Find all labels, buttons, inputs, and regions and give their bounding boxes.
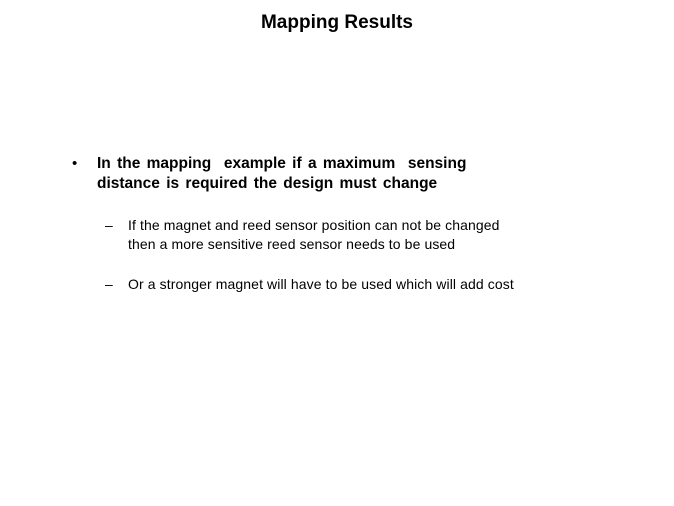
sub-bullet-1-line-1: If the magnet and reed sensor position can not be changed [128, 217, 500, 233]
sub-bullet-2-text [128, 275, 605, 294]
sub-bullet-1 [105, 216, 605, 254]
sub-bullet-marker: – [105, 217, 113, 233]
main-bullet-line-2: distance is required the design must change [97, 175, 438, 192]
sub-bullet-2 [105, 275, 605, 294]
sub-bullet-1-line-2: then a more sensitive reed sensor needs to be used [128, 236, 456, 252]
main-bullet [72, 154, 542, 194]
slide-title: Mapping Results [260, 12, 413, 33]
sub-bullet-2-line-1: Or a stronger magnet will have to be used which will add cost [128, 276, 514, 292]
sub-bullet-1-text [128, 216, 605, 254]
bullet-marker: • [72, 155, 78, 172]
main-bullet-line-1: In the mapping example if a maximum sensing [97, 155, 467, 172]
sub-bullet-marker: – [105, 276, 113, 292]
main-bullet-text [97, 154, 542, 194]
